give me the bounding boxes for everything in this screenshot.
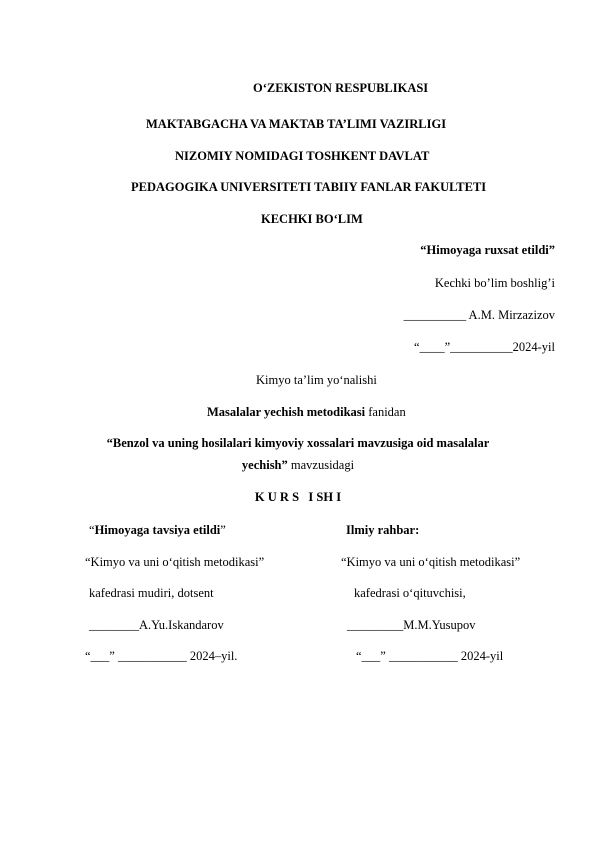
left-title-text: Himoyaga tavsiya etildi xyxy=(94,523,221,537)
left-department: “Kimyo va uni o‘qitish metodikasi” xyxy=(85,555,265,569)
right-signature: _________M.M.Yusupov xyxy=(347,618,476,632)
right-title: Ilmiy rahbar: xyxy=(346,523,420,537)
topic-end: yechish” xyxy=(241,458,288,472)
header-ministry: MAKTABGACHA VA MAKTAB TA’LIMI VAZIRLIGI xyxy=(146,117,447,131)
right-department: “Kimyo va uni o‘qitish metodikasi” xyxy=(341,555,521,569)
right-role: kafedrasi o‘qituvchisi, xyxy=(354,586,466,600)
header-department: KECHKI BO‘LIM xyxy=(261,212,363,226)
header-university-line1: NIZOMIY NOMIDAGI TOSHKENT DAVLAT xyxy=(175,149,430,163)
topic-line-2 xyxy=(0,458,596,473)
left-signature: ________A.Yu.Iskandarov xyxy=(89,618,224,632)
work-title: K U R S I SH I xyxy=(254,490,342,504)
right-date: “___” ___________ 2024-yil xyxy=(356,649,504,663)
left-title xyxy=(89,523,226,538)
direction-label: Kimyo ta’lim yo‘nalishi xyxy=(256,373,377,387)
header-ministry-country: O‘ZEKISTON RESPUBLIKASI xyxy=(253,81,429,95)
left-date: “___” ___________ 2024–yil. xyxy=(85,649,238,663)
approval-title: “Himoyaga ruxsat etildi” xyxy=(420,243,555,257)
subject-name: Masalalar yechish metodikasi xyxy=(207,405,366,419)
approval-signature: __________ A.M. Mirzazizov xyxy=(403,308,555,322)
topic-line-1: “Benzol va uning hosilalari kimyoviy xossalari mavzusiga oid masalalar xyxy=(106,436,490,450)
approval-date: “____”__________2024-yil xyxy=(414,340,555,354)
left-title-quote-open: “ xyxy=(89,523,95,537)
header-university-line2: PEDAGOGIKA UNIVERSITETI TABIIY FANLAR FAKULTETI xyxy=(131,180,487,194)
topic-suffix: mavzusidagi xyxy=(287,458,355,472)
subject-suffix: fanidan xyxy=(365,405,406,419)
approval-position: Kechki bo’lim boshlig’i xyxy=(434,276,555,290)
subject-line xyxy=(207,405,406,420)
left-role: kafedrasi mudiri, dotsent xyxy=(89,586,214,600)
left-title-quote-close: ” xyxy=(220,523,226,537)
